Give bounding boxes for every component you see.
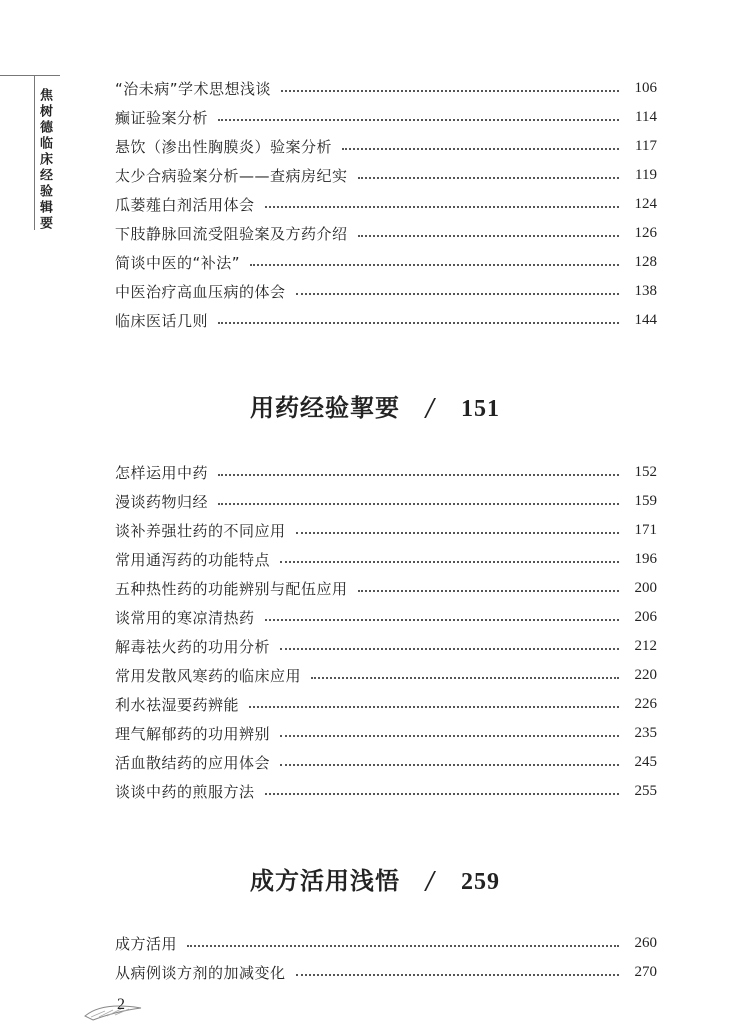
leader-dots xyxy=(342,148,619,150)
toc-entry-title: 五种热性药的功能辨别与配伍应用 xyxy=(115,579,348,598)
leader-dots xyxy=(187,945,619,947)
toc-entry-title: 常用通泻药的功能特点 xyxy=(115,550,271,569)
toc-entry[interactable] xyxy=(115,635,657,657)
section-heading xyxy=(0,861,750,896)
toc-entry[interactable] xyxy=(115,490,657,512)
toc-entry-page: 245 xyxy=(634,753,657,770)
toc-entry-page: 171 xyxy=(634,521,657,538)
leader-dots xyxy=(218,119,619,121)
leader-dots xyxy=(249,706,619,708)
toc-entry-page: 119 xyxy=(635,166,657,183)
toc-entry[interactable] xyxy=(115,164,657,186)
section-heading-page: 259 xyxy=(461,869,501,895)
leader-dots xyxy=(218,322,619,324)
toc-entry-page: 126 xyxy=(634,224,657,241)
toc-entry[interactable] xyxy=(115,309,657,331)
leader-dots xyxy=(358,177,619,179)
toc-entry[interactable] xyxy=(115,961,657,983)
toc-entry[interactable] xyxy=(115,222,657,244)
toc-entry-title: 谈谈中药的煎服方法 xyxy=(115,782,255,801)
running-head-book-title: 焦树德临床经验辑要 xyxy=(37,88,52,232)
toc-entry-title: 解毒祛火药的功用分析 xyxy=(115,637,271,656)
leader-dots xyxy=(280,648,619,650)
toc-entry[interactable] xyxy=(115,280,657,302)
toc-entry[interactable] xyxy=(115,577,657,599)
toc-entry[interactable] xyxy=(115,751,657,773)
toc-entry-page: 138 xyxy=(634,282,657,299)
section-heading-separator: / xyxy=(425,867,436,895)
toc-entry[interactable] xyxy=(115,135,657,157)
toc-entry-title: 悬饮（渗出性胸膜炎）验案分析 xyxy=(115,137,333,156)
sidebar-rule-horizontal xyxy=(0,75,60,76)
section-heading-title: 用药经验挈要 xyxy=(249,393,400,422)
toc-entry-title: 活血散结药的应用体会 xyxy=(115,753,271,772)
leader-dots xyxy=(296,293,619,295)
toc-entry-title: 简谈中医的“补法” xyxy=(115,253,241,272)
leader-dots xyxy=(296,532,619,534)
toc-entry[interactable] xyxy=(115,780,657,802)
toc-entry-title: 常用发散风寒药的临床应用 xyxy=(115,666,302,685)
leader-dots xyxy=(265,619,619,621)
leader-dots xyxy=(218,503,619,505)
toc-entry-title: 瓜蒌薤白剂活用体会 xyxy=(115,195,255,214)
toc-entry-title: 怎样运用中药 xyxy=(115,463,209,482)
toc-entry-title: 下肢静脉回流受阻验案及方药介绍 xyxy=(115,224,348,243)
toc-entry[interactable] xyxy=(115,106,657,128)
toc-entry-page: 220 xyxy=(634,666,657,683)
leader-dots xyxy=(265,793,619,795)
leader-dots xyxy=(250,264,619,266)
toc-entry-page: 159 xyxy=(634,492,657,509)
toc-entry-title: 中医治疗高血压病的体会 xyxy=(115,282,286,301)
toc-entry-page: 255 xyxy=(634,782,657,799)
toc-entry-title: 成方活用 xyxy=(115,934,178,953)
toc-entry[interactable] xyxy=(115,77,657,99)
toc-entry-page: 260 xyxy=(634,934,657,951)
toc-entry-page: 144 xyxy=(634,311,657,328)
toc-entry-title: 谈补养强壮药的不同应用 xyxy=(115,521,286,540)
toc-entry[interactable] xyxy=(115,693,657,715)
leader-dots xyxy=(296,974,619,976)
toc-entry-page: 114 xyxy=(635,108,657,125)
toc-entry-page: 226 xyxy=(634,695,657,712)
toc-entry[interactable] xyxy=(115,664,657,686)
leader-dots xyxy=(358,590,619,592)
toc-entry-title: 从病例谈方剂的加减变化 xyxy=(115,963,286,982)
toc-entry[interactable] xyxy=(115,461,657,483)
leader-dots xyxy=(281,90,619,92)
leader-dots xyxy=(280,764,619,766)
toc-entry[interactable] xyxy=(115,606,657,628)
toc-entry-page: 196 xyxy=(634,550,657,567)
leader-dots xyxy=(280,561,619,563)
toc-entry-page: 117 xyxy=(635,137,657,154)
toc-entry[interactable] xyxy=(115,548,657,570)
toc-entry-title: 癫证验案分析 xyxy=(115,108,209,127)
toc-entry-page: 235 xyxy=(634,724,657,741)
toc-entry-title: 理气解郁药的功用辨别 xyxy=(115,724,271,743)
toc-entry[interactable] xyxy=(115,519,657,541)
toc-entry-page: 270 xyxy=(634,963,657,980)
toc-entry[interactable] xyxy=(115,722,657,744)
toc-entry-page: 206 xyxy=(634,608,657,625)
leader-dots xyxy=(280,735,619,737)
toc-entry-title: 太少合病验案分析——查病房纪实 xyxy=(115,166,348,185)
toc-entry[interactable] xyxy=(115,251,657,273)
toc-entry-title: 谈常用的寒凉清热药 xyxy=(115,608,255,627)
toc-entry-title: 漫谈药物归经 xyxy=(115,492,209,511)
toc-entry-page: 152 xyxy=(634,463,657,480)
toc-entry-title: 临床医话几则 xyxy=(115,311,209,330)
toc-entry-title: 利水祛湿要药辨能 xyxy=(115,695,240,714)
toc-entry-page: 128 xyxy=(634,253,657,270)
toc-entry-page: 124 xyxy=(634,195,657,212)
section-heading-title: 成方活用浅悟 xyxy=(249,866,400,895)
leader-dots xyxy=(358,235,619,237)
toc-entry-page: 106 xyxy=(634,79,657,96)
feather-ornament-icon xyxy=(83,1000,143,1022)
leader-dots xyxy=(218,474,619,476)
section-heading-page: 151 xyxy=(461,396,501,422)
leader-dots xyxy=(265,206,619,208)
section-heading xyxy=(0,388,750,423)
toc-entry-page: 212 xyxy=(634,637,657,654)
toc-entry-page: 200 xyxy=(634,579,657,596)
toc-entry-title: “治未病”学术思想浅谈 xyxy=(115,79,272,98)
toc-entry[interactable] xyxy=(115,193,657,215)
section-heading-separator: / xyxy=(425,394,436,422)
leader-dots xyxy=(311,677,619,679)
page-number: 2 xyxy=(117,996,125,1013)
toc-entry[interactable] xyxy=(115,932,657,954)
